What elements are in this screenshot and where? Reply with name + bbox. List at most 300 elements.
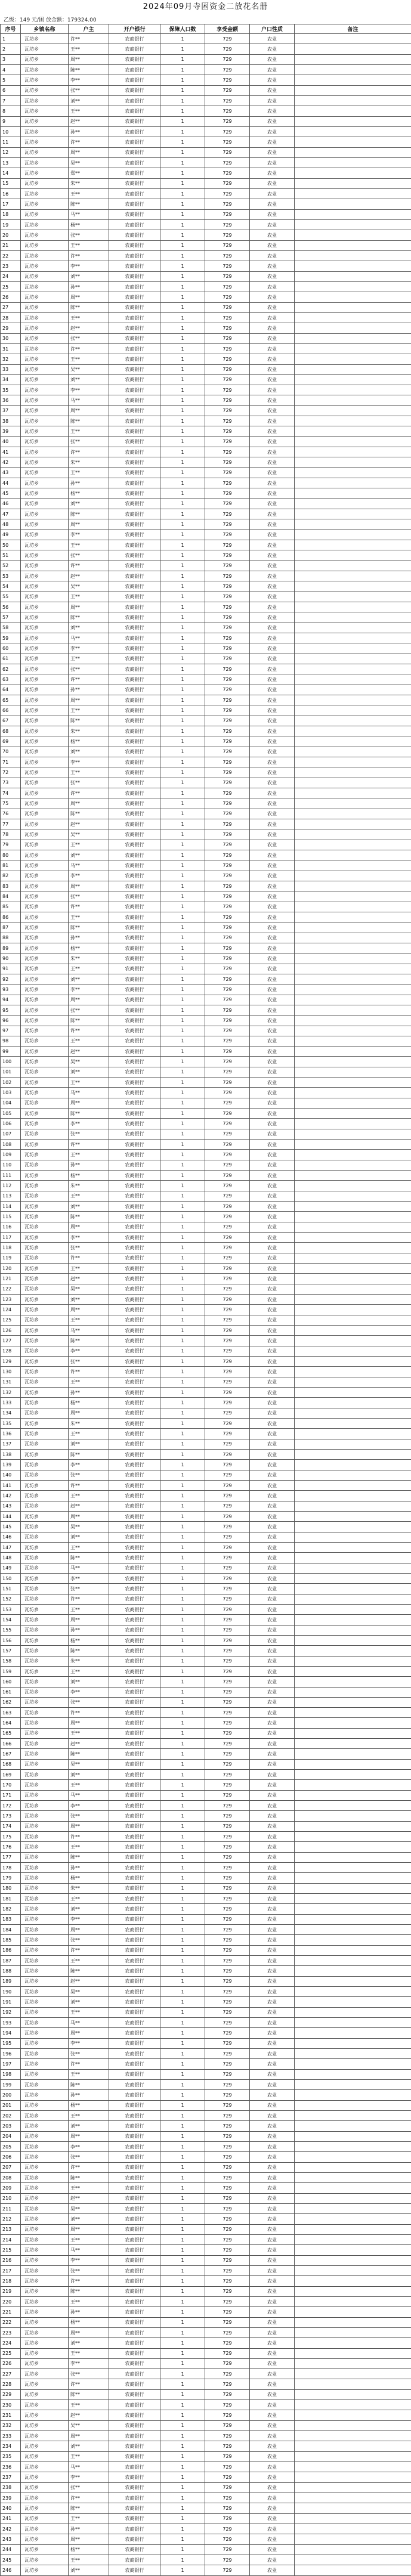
remarks-cell — [295, 1604, 411, 1614]
covered-persons-cell: 1 — [160, 974, 205, 984]
household-type-cell: 农业 — [250, 736, 295, 747]
household-type-cell: 农业 — [250, 1997, 295, 2007]
householder-cell: 王** — [69, 240, 109, 250]
amount-cell: 729 — [205, 1449, 250, 1459]
amount-cell: 729 — [205, 1212, 250, 1222]
householder-cell: 张** — [69, 2265, 109, 2275]
amount-cell: 729 — [205, 467, 250, 478]
householder-cell: 李** — [69, 2358, 109, 2368]
township-cell: 瓦坊乡 — [21, 2327, 69, 2337]
table-row — [1, 2441, 411, 2451]
covered-persons-cell: 1 — [160, 1387, 205, 1397]
household-type-cell: 农业 — [250, 2379, 295, 2389]
table-row — [1, 1036, 411, 1046]
amount-cell: 729 — [205, 2183, 250, 2193]
amount-cell: 729 — [205, 1790, 250, 1800]
township-cell: 瓦坊乡 — [21, 1780, 69, 1790]
table-row — [1, 2534, 411, 2544]
householder-cell: 王** — [69, 2348, 109, 2358]
township-cell: 瓦坊乡 — [21, 1336, 69, 1346]
remarks-cell — [295, 2038, 411, 2048]
household-type-cell: 农业 — [250, 1264, 295, 1274]
table-row — [1, 2245, 411, 2255]
bank-cell: 农商银行 — [109, 1398, 160, 1408]
township-cell: 瓦坊乡 — [21, 2152, 69, 2162]
table-row — [1, 343, 411, 354]
remarks-cell — [295, 1625, 411, 1635]
remarks-cell — [295, 364, 411, 374]
serial-number-cell: 47 — [1, 509, 21, 519]
township-cell: 瓦坊乡 — [21, 561, 69, 571]
township-cell: 瓦坊乡 — [21, 809, 69, 819]
covered-persons-cell: 1 — [160, 2369, 205, 2379]
table-row — [1, 374, 411, 385]
bank-cell: 农商银行 — [109, 654, 160, 664]
household-type-cell: 农业 — [250, 1811, 295, 1821]
remarks-cell — [295, 426, 411, 436]
bank-cell: 农商银行 — [109, 2493, 160, 2503]
bank-cell: 农商银行 — [109, 933, 160, 943]
household-type-cell: 农业 — [250, 2327, 295, 2337]
township-cell: 瓦坊乡 — [21, 106, 69, 116]
township-cell: 瓦坊乡 — [21, 2286, 69, 2296]
table-row — [1, 436, 411, 447]
householder-cell: 李** — [69, 1914, 109, 1924]
amount-cell: 729 — [205, 2524, 250, 2534]
household-type-cell: 农业 — [250, 1460, 295, 1470]
table-row — [1, 1274, 411, 1284]
amount-cell: 729 — [205, 2389, 250, 2399]
household-type-cell: 农业 — [250, 1863, 295, 1873]
remarks-cell — [295, 1759, 411, 1769]
household-type-cell: 农业 — [250, 2224, 295, 2234]
remarks-cell — [295, 2348, 411, 2358]
table-row — [1, 984, 411, 995]
remarks-cell — [295, 34, 411, 44]
amount-cell: 729 — [205, 1202, 250, 1212]
remarks-cell — [295, 2100, 411, 2110]
table-row — [1, 2007, 411, 2017]
householder-cell: 周** — [69, 995, 109, 1005]
serial-number-cell: 98 — [1, 1036, 21, 1046]
serial-number-cell: 154 — [1, 1615, 21, 1625]
township-cell: 瓦坊乡 — [21, 581, 69, 592]
table-row — [1, 2369, 411, 2379]
householder-cell: 王** — [69, 2555, 109, 2565]
remarks-cell — [295, 1739, 411, 1749]
township-cell: 瓦坊乡 — [21, 2565, 69, 2576]
bank-cell: 农商银行 — [109, 2524, 160, 2534]
householder-cell: 杨** — [69, 1398, 109, 1408]
remarks-cell — [295, 1883, 411, 1893]
householder-cell: 王** — [69, 840, 109, 850]
covered-persons-cell: 1 — [160, 1811, 205, 1821]
householder-cell: 王** — [69, 2400, 109, 2410]
remarks-cell — [295, 1202, 411, 1212]
township-cell: 瓦坊乡 — [21, 798, 69, 809]
table-row — [1, 271, 411, 281]
serial-number-cell: 141 — [1, 1480, 21, 1490]
covered-persons-cell: 1 — [160, 623, 205, 633]
covered-persons-cell: 1 — [160, 2338, 205, 2348]
bank-cell: 农商银行 — [109, 2482, 160, 2493]
householder-cell: 陈** — [69, 1212, 109, 1222]
covered-persons-cell: 1 — [160, 488, 205, 499]
household-type-cell: 农业 — [250, 1222, 295, 1232]
remarks-cell — [295, 1728, 411, 1738]
remarks-cell — [295, 1925, 411, 1935]
covered-persons-cell: 1 — [160, 561, 205, 571]
table-row — [1, 1790, 411, 1800]
amount-cell: 729 — [205, 2296, 250, 2306]
township-cell: 瓦坊乡 — [21, 2255, 69, 2265]
householder-cell: 周** — [69, 1511, 109, 1521]
covered-persons-cell: 1 — [160, 2555, 205, 2565]
remarks-cell — [295, 1243, 411, 1253]
bank-cell: 农商银行 — [109, 540, 160, 550]
amount-cell: 729 — [205, 240, 250, 250]
amount-cell: 729 — [205, 209, 250, 219]
bank-cell: 农商银行 — [109, 2513, 160, 2524]
covered-persons-cell: 1 — [160, 1005, 205, 1015]
amount-cell: 729 — [205, 1098, 250, 1108]
serial-number-cell: 134 — [1, 1408, 21, 1418]
householder-cell: 李** — [69, 2255, 109, 2265]
household-type-cell: 农业 — [250, 1656, 295, 1666]
householder-cell: 马** — [69, 633, 109, 643]
household-type-cell: 农业 — [250, 333, 295, 343]
bank-cell: 农商银行 — [109, 2348, 160, 2358]
household-type-cell: 农业 — [250, 974, 295, 984]
covered-persons-cell: 1 — [160, 1067, 205, 1077]
remarks-cell — [295, 809, 411, 819]
township-cell: 瓦坊乡 — [21, 943, 69, 953]
remarks-cell — [295, 1233, 411, 1243]
township-cell: 瓦坊乡 — [21, 1656, 69, 1666]
table-row — [1, 1883, 411, 1893]
remarks-cell — [295, 1284, 411, 1294]
amount-cell: 729 — [205, 1914, 250, 1924]
township-cell: 瓦坊乡 — [21, 1274, 69, 1284]
household-type-cell: 农业 — [250, 467, 295, 478]
amount-cell: 729 — [205, 1222, 250, 1232]
table-row — [1, 2503, 411, 2513]
covered-persons-cell: 1 — [160, 416, 205, 426]
amount-cell: 729 — [205, 1088, 250, 1098]
township-cell: 瓦坊乡 — [21, 1687, 69, 1697]
amount-cell: 729 — [205, 95, 250, 106]
amount-cell: 729 — [205, 271, 250, 281]
serial-number-cell: 118 — [1, 1243, 21, 1253]
household-type-cell: 农业 — [250, 902, 295, 912]
householder-cell: 朱** — [69, 457, 109, 467]
bank-cell: 农商银行 — [109, 405, 160, 416]
amount-cell: 729 — [205, 1150, 250, 1160]
serial-number-cell: 185 — [1, 1935, 21, 1945]
township-cell: 瓦坊乡 — [21, 1470, 69, 1480]
bank-cell: 农商银行 — [109, 964, 160, 974]
householder-cell: 周** — [69, 2327, 109, 2337]
covered-persons-cell: 1 — [160, 1305, 205, 1315]
serial-number-cell: 240 — [1, 2503, 21, 2513]
householder-cell: 王** — [69, 1894, 109, 1904]
table-row — [1, 1976, 411, 1986]
remarks-cell — [295, 695, 411, 705]
amount-cell: 729 — [205, 2276, 250, 2286]
bank-cell: 农商银行 — [109, 385, 160, 395]
serial-number-cell: 232 — [1, 2420, 21, 2431]
householder-cell: 王** — [69, 312, 109, 323]
householder-cell: 马** — [69, 2462, 109, 2472]
household-type-cell: 农业 — [250, 343, 295, 354]
householder-cell: 陈** — [69, 1749, 109, 1759]
township-cell: 瓦坊乡 — [21, 1449, 69, 1459]
householder-cell: 刘** — [69, 1677, 109, 1687]
table-row — [1, 1615, 411, 1625]
township-cell: 瓦坊乡 — [21, 2379, 69, 2389]
serial-number-cell: 197 — [1, 2059, 21, 2069]
table-row — [1, 405, 411, 416]
table-row — [1, 2472, 411, 2482]
remarks-cell — [295, 1801, 411, 1811]
household-type-cell: 农业 — [250, 2079, 295, 2089]
bank-cell: 农商银行 — [109, 2110, 160, 2120]
covered-persons-cell: 1 — [160, 281, 205, 292]
serial-number-cell: 175 — [1, 1832, 21, 1842]
amount-cell: 729 — [205, 540, 250, 550]
remarks-cell — [295, 488, 411, 499]
table-row — [1, 2493, 411, 2503]
column-header: 户主 — [69, 24, 109, 34]
household-type-cell: 农业 — [250, 747, 295, 757]
table-row — [1, 2400, 411, 2410]
remarks-cell — [295, 292, 411, 302]
township-cell: 瓦坊乡 — [21, 974, 69, 984]
householder-cell: 许** — [69, 447, 109, 457]
householder-cell: 张** — [69, 2152, 109, 2162]
covered-persons-cell: 1 — [160, 312, 205, 323]
covered-persons-cell: 1 — [160, 2007, 205, 2017]
table-row — [1, 633, 411, 643]
remarks-cell — [295, 1326, 411, 1336]
serial-number-cell: 56 — [1, 602, 21, 612]
serial-number-cell: 10 — [1, 126, 21, 137]
serial-number-cell: 169 — [1, 1770, 21, 1780]
township-cell: 瓦坊乡 — [21, 819, 69, 829]
table-body — [1, 34, 411, 2576]
amount-cell: 729 — [205, 1191, 250, 1201]
householder-cell: 刘** — [69, 2565, 109, 2576]
amount-cell: 729 — [205, 664, 250, 674]
household-type-cell: 农业 — [250, 530, 295, 540]
township-cell: 瓦坊乡 — [21, 1842, 69, 1852]
household-type-cell: 农业 — [250, 354, 295, 364]
householder-cell: 朱** — [69, 953, 109, 964]
amount-cell: 729 — [205, 2141, 250, 2151]
amount-cell: 729 — [205, 1573, 250, 1583]
table-row — [1, 809, 411, 819]
amount-cell: 729 — [205, 840, 250, 850]
township-cell: 瓦坊乡 — [21, 2420, 69, 2431]
amount-cell: 729 — [205, 788, 250, 798]
township-cell: 瓦坊乡 — [21, 1904, 69, 1914]
township-cell: 瓦坊乡 — [21, 1501, 69, 1511]
remarks-cell — [295, 137, 411, 147]
remarks-cell — [295, 571, 411, 581]
remarks-cell — [295, 343, 411, 354]
householder-cell: 陈** — [69, 1646, 109, 1656]
remarks-cell — [295, 199, 411, 209]
householder-cell: 张** — [69, 1584, 109, 1594]
roster-table — [0, 24, 411, 2576]
amount-cell: 729 — [205, 1377, 250, 1387]
remarks-cell — [295, 2410, 411, 2420]
township-cell: 瓦坊乡 — [21, 1202, 69, 1212]
serial-number-cell: 143 — [1, 1501, 21, 1511]
table-row — [1, 1026, 411, 1036]
covered-persons-cell: 1 — [160, 2028, 205, 2038]
table-row — [1, 850, 411, 860]
serial-number-cell: 32 — [1, 354, 21, 364]
covered-persons-cell: 1 — [160, 891, 205, 902]
remarks-cell — [295, 2079, 411, 2089]
householder-cell: 陈** — [69, 1852, 109, 1862]
covered-persons-cell: 1 — [160, 302, 205, 312]
bank-cell: 农商银行 — [109, 147, 160, 157]
bank-cell: 农商银行 — [109, 1295, 160, 1305]
table-row — [1, 2338, 411, 2348]
covered-persons-cell: 1 — [160, 1873, 205, 1883]
bank-cell: 农商银行 — [109, 1646, 160, 1656]
remarks-cell — [295, 1501, 411, 1511]
covered-persons-cell: 1 — [160, 757, 205, 767]
serial-number-cell: 219 — [1, 2286, 21, 2296]
township-cell: 瓦坊乡 — [21, 1387, 69, 1397]
table-row — [1, 240, 411, 250]
table-row — [1, 1315, 411, 1325]
householder-cell: 张** — [69, 664, 109, 674]
amount-cell: 729 — [205, 2234, 250, 2244]
householder-cell: 赵** — [69, 1274, 109, 1284]
amount-cell: 729 — [205, 1728, 250, 1738]
township-cell: 瓦坊乡 — [21, 2296, 69, 2306]
bank-cell: 农商银行 — [109, 2338, 160, 2348]
township-cell: 瓦坊乡 — [21, 1956, 69, 1966]
bank-cell: 农商银行 — [109, 2276, 160, 2286]
table-row — [1, 1253, 411, 1263]
household-type-cell: 农业 — [250, 829, 295, 840]
table-row — [1, 2286, 411, 2296]
covered-persons-cell: 1 — [160, 1728, 205, 1738]
township-cell: 瓦坊乡 — [21, 1935, 69, 1945]
township-cell: 瓦坊乡 — [21, 1088, 69, 1098]
householder-cell: 赵** — [69, 2193, 109, 2203]
householder-cell: 李** — [69, 871, 109, 881]
householder-cell: 王** — [69, 1728, 109, 1738]
bank-cell: 农商银行 — [109, 436, 160, 447]
householder-cell: 陈** — [69, 1336, 109, 1346]
household-type-cell: 农业 — [250, 1057, 295, 1067]
remarks-cell — [295, 1336, 411, 1346]
amount-cell: 729 — [205, 674, 250, 685]
amount-cell: 729 — [205, 809, 250, 819]
township-cell: 瓦坊乡 — [21, 1914, 69, 1924]
table-row — [1, 1305, 411, 1315]
amount-cell: 729 — [205, 757, 250, 767]
bank-cell: 农商银行 — [109, 798, 160, 809]
householder-cell: 李** — [69, 261, 109, 271]
household-type-cell: 农业 — [250, 364, 295, 374]
household-type-cell: 农业 — [250, 1708, 295, 1718]
bank-cell: 农商银行 — [109, 364, 160, 374]
serial-number-cell: 93 — [1, 984, 21, 995]
table-row — [1, 1222, 411, 1232]
remarks-cell — [295, 2369, 411, 2379]
remarks-cell — [295, 2069, 411, 2079]
township-cell: 瓦坊乡 — [21, 2172, 69, 2182]
remarks-cell — [295, 2286, 411, 2296]
remarks-cell — [295, 1470, 411, 1480]
serial-number-cell: 80 — [1, 850, 21, 860]
household-type-cell: 农业 — [250, 2007, 295, 2017]
township-cell: 瓦坊乡 — [21, 1429, 69, 1439]
remarks-cell — [295, 1191, 411, 1201]
household-type-cell: 农业 — [250, 767, 295, 778]
serial-number-cell: 231 — [1, 2410, 21, 2420]
table-row — [1, 1160, 411, 1170]
household-type-cell: 农业 — [250, 1046, 295, 1057]
household-type-cell: 农业 — [250, 2276, 295, 2286]
bank-cell: 农商银行 — [109, 1377, 160, 1387]
covered-persons-cell: 1 — [160, 106, 205, 116]
serial-number-cell: 167 — [1, 1749, 21, 1759]
household-type-cell: 农业 — [250, 1398, 295, 1408]
covered-persons-cell: 1 — [160, 747, 205, 757]
remarks-cell — [295, 2358, 411, 2368]
bank-cell: 农商银行 — [109, 571, 160, 581]
householder-cell: 王** — [69, 1036, 109, 1046]
serial-number-cell: 85 — [1, 902, 21, 912]
household-type-cell: 农业 — [250, 2503, 295, 2513]
township-cell: 瓦坊乡 — [21, 1718, 69, 1728]
covered-persons-cell: 1 — [160, 64, 205, 75]
bank-cell: 农商银行 — [109, 1976, 160, 1986]
amount-cell: 729 — [205, 581, 250, 592]
serial-number-cell: 235 — [1, 2451, 21, 2462]
covered-persons-cell: 1 — [160, 902, 205, 912]
serial-number-cell: 104 — [1, 1098, 21, 1108]
householder-cell: 刘** — [69, 1202, 109, 1212]
householder-cell: 郑** — [69, 168, 109, 178]
table-row — [1, 2152, 411, 2162]
remarks-cell — [295, 2296, 411, 2306]
householder-cell: 孙** — [69, 126, 109, 137]
bank-cell: 农商银行 — [109, 1222, 160, 1232]
remarks-cell — [295, 840, 411, 850]
covered-persons-cell: 1 — [160, 2100, 205, 2110]
table-row — [1, 995, 411, 1005]
serial-number-cell: 191 — [1, 1997, 21, 2007]
bank-cell: 农商银行 — [109, 1925, 160, 1935]
covered-persons-cell: 1 — [160, 219, 205, 230]
township-cell: 瓦坊乡 — [21, 674, 69, 685]
serial-number-cell: 70 — [1, 747, 21, 757]
covered-persons-cell: 1 — [160, 1646, 205, 1656]
covered-persons-cell: 1 — [160, 2255, 205, 2265]
table-row — [1, 1594, 411, 1604]
household-type-cell: 农业 — [250, 499, 295, 509]
covered-persons-cell: 1 — [160, 2048, 205, 2058]
